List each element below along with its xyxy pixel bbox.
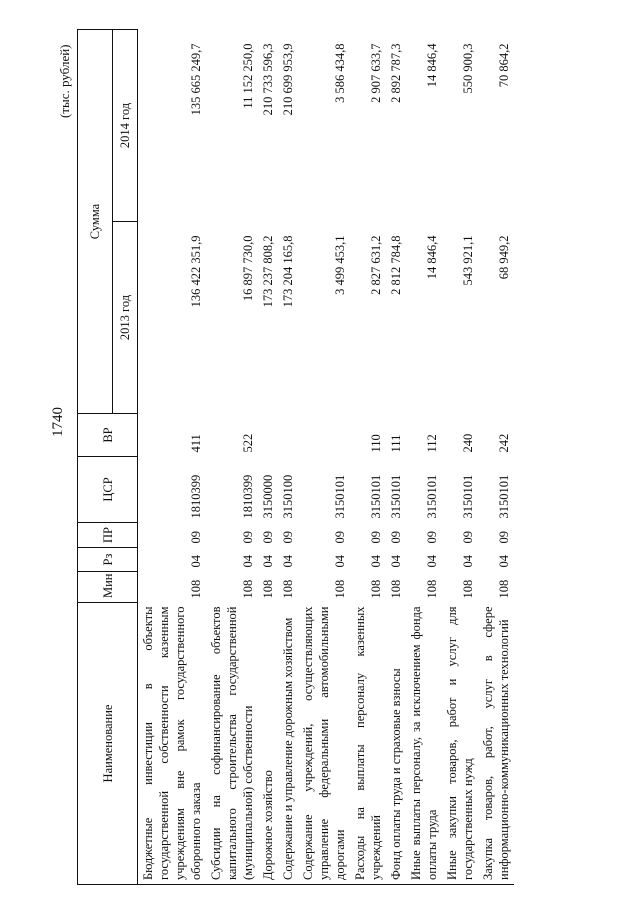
row-rz: 04	[241, 555, 255, 568]
row-2013: 173 204 165,8	[281, 235, 295, 308]
row-name: Закупка товаров, работ, услуг в сфере информационно-коммуникационных технологий	[478, 603, 514, 885]
row-min: 108	[369, 579, 383, 599]
row-min: 108	[425, 579, 439, 599]
row-csr: 3150101	[369, 474, 383, 519]
header-rz: Рз	[78, 548, 138, 572]
row-vr	[298, 414, 350, 457]
row-pr: 09	[461, 531, 475, 544]
row-csr: 1810399	[189, 474, 203, 519]
row-vr: 242	[497, 433, 511, 453]
row-vr: 522	[241, 433, 255, 453]
row-2013: 136 422 351,9	[189, 235, 203, 308]
row-min: 108	[261, 579, 275, 599]
table-row	[478, 30, 514, 885]
row-pr: 09	[281, 531, 295, 544]
row-rz: 04	[425, 555, 439, 568]
header-name: Наименование	[78, 603, 138, 885]
row-rz: 04	[461, 555, 475, 568]
row-csr: 3150101	[333, 474, 347, 519]
row-pr: 09	[189, 531, 203, 544]
row-name: Содержание и управление дорожным хозяйством	[278, 603, 298, 885]
row-pr: 09	[261, 531, 275, 544]
row-2014: 135 665 249,7	[189, 43, 203, 116]
row-pr: 09	[241, 531, 255, 544]
row-2014: 210 699 953,9	[281, 43, 295, 116]
row-vr: 240	[461, 433, 475, 453]
row-vr	[278, 414, 298, 457]
row-rz: 04	[261, 555, 275, 568]
header-min: Мин	[78, 572, 138, 603]
table-row	[138, 30, 207, 885]
row-2014: 14 846,4	[425, 43, 439, 88]
row-pr: 09	[389, 531, 403, 544]
row-pr: 09	[333, 531, 347, 544]
header-2013: 2013 год	[113, 222, 138, 414]
row-pr: 09	[425, 531, 439, 544]
header-pr: ПР	[78, 523, 138, 548]
row-csr: 1810399	[241, 474, 255, 519]
table-body	[138, 30, 515, 885]
units-label: (тыс. рублей)	[57, 44, 72, 118]
table-row	[406, 30, 442, 885]
row-2013: 3 499 453,1	[333, 235, 347, 295]
table-row	[206, 30, 258, 885]
row-2013: 173 237 808,2	[261, 235, 275, 308]
row-pr: 09	[369, 531, 383, 544]
row-2014: 3 586 434,8	[333, 43, 347, 103]
row-rz: 04	[189, 555, 203, 568]
page-number: 1740	[50, 407, 66, 437]
row-name: Содержание учреждений, осуществляющих управление федеральными автомобильными дорогами	[298, 603, 350, 885]
row-2014: 11 152 250,0	[241, 43, 255, 109]
row-2014: 70 864,2	[497, 43, 511, 88]
table-row	[298, 30, 350, 885]
row-2014: 2 907 633,7	[369, 43, 383, 103]
row-vr: 112	[425, 434, 439, 453]
header-vr: ВР	[78, 414, 138, 457]
row-rz: 04	[333, 555, 347, 568]
row-min: 108	[189, 579, 203, 599]
row-2014: 550 900,3	[461, 43, 475, 94]
row-2013: 543 921,1	[461, 235, 475, 286]
row-2013: 16 897 730,0	[241, 235, 255, 302]
row-name: Фонд оплаты труда и страховые взносы	[386, 603, 406, 885]
row-name: Дорожное хозяйство	[258, 603, 278, 885]
table-row	[258, 30, 278, 885]
row-csr: 3150100	[281, 474, 295, 519]
row-name: Субсидии на софинансирование объектов капитального строительства государственной (муниципальной) собственности	[206, 603, 258, 885]
row-name: Иные закупки товаров, работ и услуг для государственных нужд	[442, 603, 478, 885]
row-name: Иные выплаты персоналу, за исключением фонда оплаты труда	[406, 603, 442, 885]
header-sum: Сумма	[78, 30, 113, 414]
row-csr: 3150101	[389, 474, 403, 519]
row-rz: 04	[497, 555, 511, 568]
row-csr: 3150101	[497, 474, 511, 519]
row-csr: 3150000	[261, 474, 275, 519]
row-min: 108	[497, 579, 511, 599]
row-2014: 2 892 787,3	[389, 43, 403, 103]
row-vr: 111	[389, 434, 403, 453]
row-min: 108	[281, 579, 295, 599]
table-row	[442, 30, 478, 885]
row-name: Бюджетные инвестиции в объекты государственной собственности казенным учреждениям вне рамок государственного оборонного заказа	[138, 603, 207, 885]
row-name: Расходы на выплаты персоналу казенных учреждений	[350, 603, 386, 885]
row-2013: 2 812 784,8	[389, 235, 403, 295]
row-2013: 2 827 631,2	[369, 235, 383, 295]
row-csr: 3150101	[425, 474, 439, 519]
row-2013: 14 846,4	[425, 235, 439, 280]
budget-table	[77, 29, 514, 885]
header-2014: 2014 год	[113, 30, 138, 222]
row-vr: 110	[369, 434, 383, 453]
row-vr: 411	[189, 434, 203, 453]
row-pr: 09	[497, 531, 511, 544]
table-row	[350, 30, 386, 885]
row-csr: 3150101	[461, 474, 475, 519]
table-row	[386, 30, 406, 885]
row-min: 108	[333, 579, 347, 599]
row-rz: 04	[389, 555, 403, 568]
row-rz: 04	[369, 555, 383, 568]
row-vr	[258, 414, 278, 457]
row-2014: 210 733 596,3	[261, 43, 275, 116]
rotated-table-container	[77, 30, 543, 885]
row-rz: 04	[281, 555, 295, 568]
row-min: 108	[241, 579, 255, 599]
table-header	[78, 30, 138, 885]
header-csr: ЦСР	[78, 457, 138, 523]
row-min: 108	[461, 579, 475, 599]
row-2013: 68 949,2	[497, 235, 511, 280]
row-min: 108	[389, 579, 403, 599]
table-row	[278, 30, 298, 885]
